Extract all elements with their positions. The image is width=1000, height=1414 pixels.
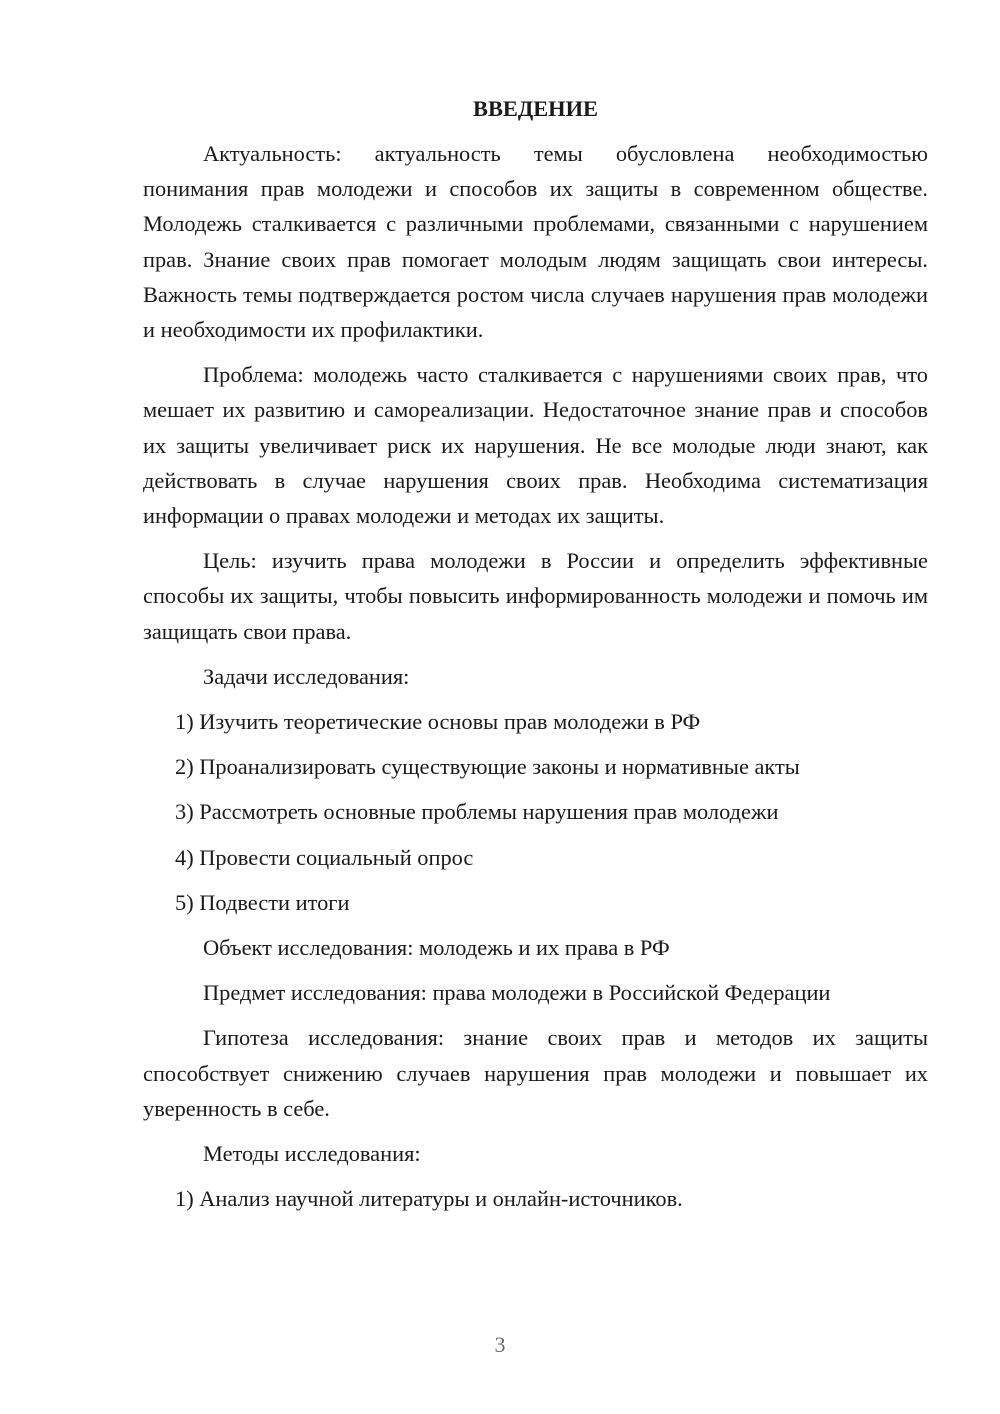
problem-paragraph: Проблема: молодежь часто сталкивается с нарушениями своих прав, что мешает их развитию и самореализации. Недостаточное знание прав и способов их защиты увеличивает риск их нарушения. Не все молодые люди знают, как действовать в случае нарушения своих прав. Необходима систематизация информации о правах молодежи и методах их защиты. [143,362,928,529]
goal-paragraph: Цель: изучить права молодежи в России и определить эффективные способы их защиты, чтобы повысить информированность молодежи и помочь им защищать свои права. [143,548,928,644]
task-item-1: 1) Изучить теоретические основы прав молодежи в РФ [175,709,701,735]
task-item-3: 3) Рассмотреть основные проблемы нарушения прав молодежи [175,799,779,825]
methods-heading: Методы исследования: [203,1141,421,1167]
section-title: ВВЕДЕНИЕ [473,96,598,121]
page-number: 3 [494,1332,506,1357]
document-page [143,92,928,1226]
research-subject: Предмет исследования: права молодежи в Российской Федерации [203,980,831,1006]
hypothesis-paragraph: Гипотеза исследования: знание своих прав и методов их защиты способствует снижению случаев нарушения прав молодежи и повышает их уверенность в себе. [143,1025,928,1121]
task-item-2: 2) Проанализировать существующие законы и нормативные акты [175,754,800,780]
method-item-1: 1) Анализ научной литературы и онлайн-источников. [175,1186,683,1212]
tasks-heading: Задачи исследования: [203,663,410,689]
research-object: Объект исследования: молодежь и их права в РФ [203,935,670,961]
task-item-4: 4) Провести социальный опрос [175,844,474,870]
relevance-paragraph: Актуальность: актуальность темы обусловлена необходимостью понимания прав молодежи и способов их защиты в современном обществе. Молодежь сталкивается с различными проблемами, связанными с нарушением прав. Знание своих прав помогает молодым людям защищать свои интересы. Важность темы подтверждается ростом числа случаев нарушения прав молодежи и необходимости их профилактики. [143,141,928,343]
task-item-5: 5) Подвести итоги [175,889,350,915]
